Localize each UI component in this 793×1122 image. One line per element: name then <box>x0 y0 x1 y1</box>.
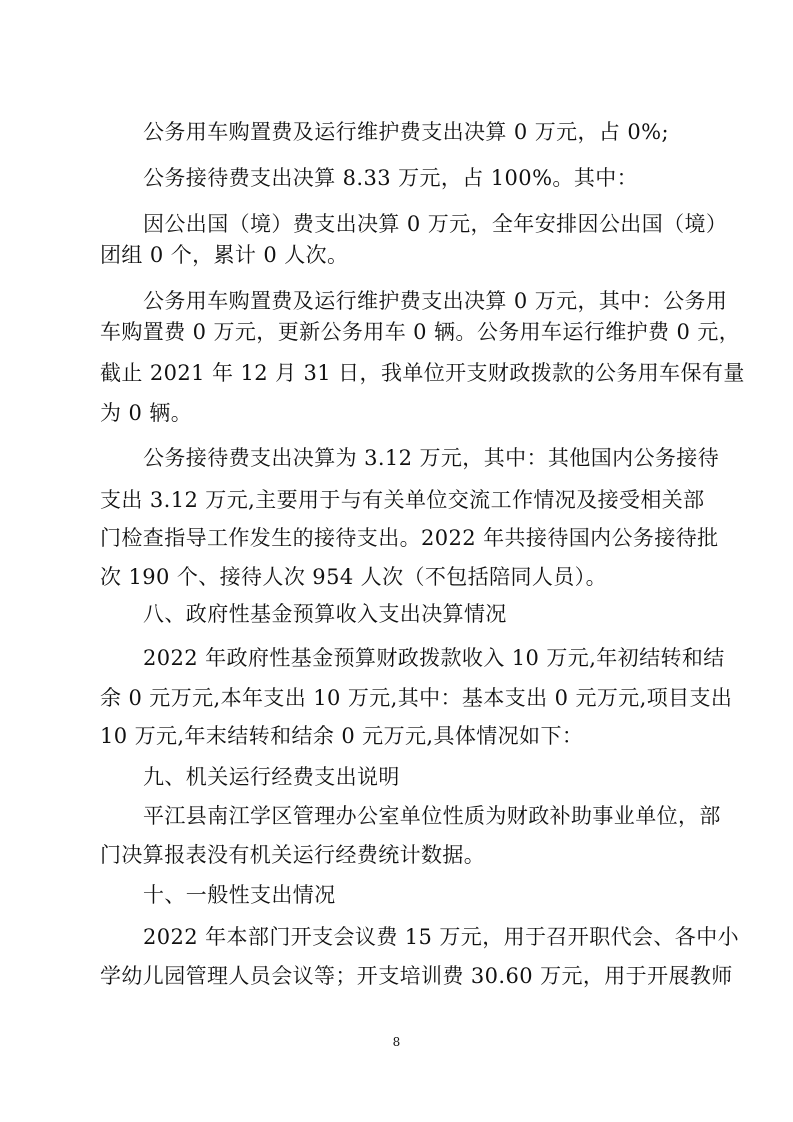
text-line: 学幼儿园管理人员会议等；开支培训费 30.60 万元，用于开展教师 <box>100 964 733 988</box>
text-line: 门检查指导工作发生的接待支出。2022 年共接待国内公务接待批 <box>100 526 719 550</box>
text-line: 支出 3.12 万元,主要用于与有关单位交流工作情况及接受相关部 <box>100 488 705 512</box>
text-line: 余 0 元万元,本年支出 10 万元,其中：基本支出 0 元万元,项目支出 <box>100 686 733 710</box>
section-heading: 八、政府性基金预算收入支出决算情况 <box>143 602 507 626</box>
text-line: 次 190 个、接待人次 954 人次（不包括陪同人员）。 <box>100 565 607 589</box>
section-heading: 十、一般性支出情况 <box>143 883 336 907</box>
section-heading: 九、机关运行经费支出说明 <box>143 765 400 789</box>
text-line: 团组 0 个，累计 0 人次。 <box>100 243 349 267</box>
text-line: 截止 2021 年 12 月 31 日，我单位开支财政拨款的公务用车保有量 <box>100 361 745 385</box>
text-line: 车购置费 0 万元，更新公务用车 0 辆。公务用车运行维护费 0 元， <box>100 320 741 344</box>
text-line: 2022 年本部门开支会议费 15 万元，用于召开职代会、各中小 <box>143 925 739 949</box>
text-line: 2022 年政府性基金预算财政拨款收入 10 万元,年初结转和结 <box>143 646 725 670</box>
text-line: 门决算报表没有机关运行经费统计数据。 <box>100 843 486 867</box>
text-line: 公务用车购置费及运行维护费支出决算 0 万元，其中：公务用 <box>143 289 728 313</box>
text-line: 10 万元,年末结转和结余 0 元万元,具体情况如下： <box>100 724 584 748</box>
text-line: 公务接待费支出决算 8.33 万元，占 100%。其中： <box>143 166 639 190</box>
text-line: 因公出国（境）费支出决算 0 万元，全年安排因公出国（境） <box>143 212 728 236</box>
text-line: 为 0 辆。 <box>100 401 193 425</box>
page-number: 8 <box>392 1035 401 1049</box>
text-line: 平江县南江学区管理办公室单位性质为财政补助事业单位，部 <box>143 804 721 828</box>
text-line: 公务用车购置费及运行维护费支出决算 0 万元，占 0%; <box>143 120 669 144</box>
text-line: 公务接待费支出决算为 3.12 万元，其中：其他国内公务接待 <box>143 446 720 470</box>
